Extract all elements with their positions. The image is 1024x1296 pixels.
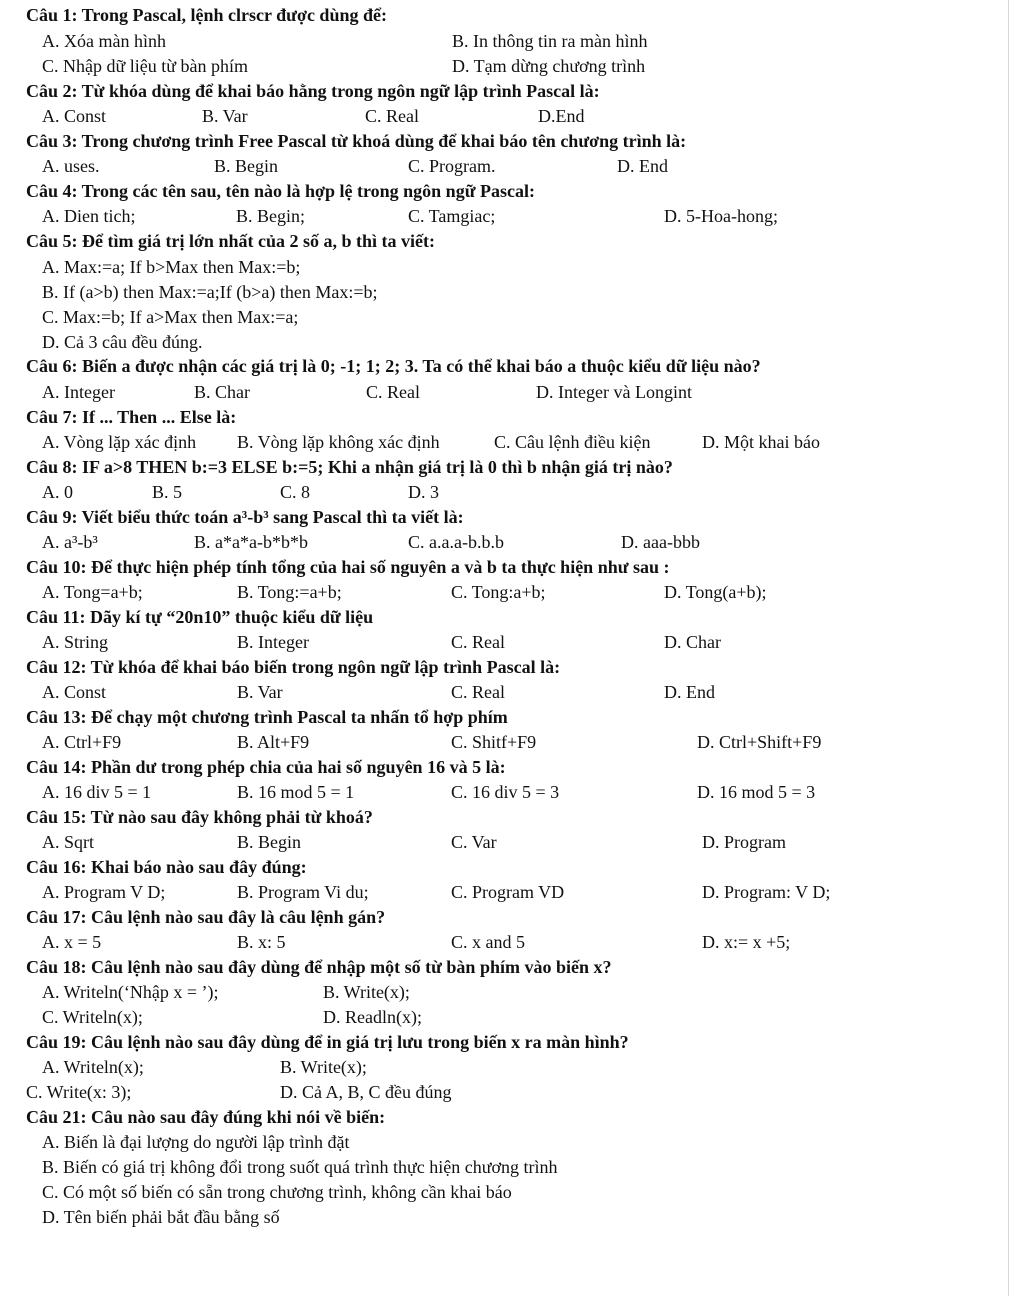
question-17-option-a: A. x = 5 (42, 932, 102, 952)
question-16-option-d: D. Program: V D; (702, 882, 831, 902)
question-16-option-c: C. Program VD (451, 882, 565, 902)
question-13-option-a: A. Ctrl+F9 (42, 732, 122, 752)
question-12-option-b: B. Var (237, 682, 283, 702)
question-4-option-a: A. Dien tich; (42, 206, 136, 226)
question-15-option-c: C. Var (451, 832, 497, 852)
question-1-option-d: D. Tạm dừng chương trình (452, 56, 646, 76)
question-9: Câu 9: Viết biểu thức toán a³-b³ sang Pascal thì ta viết là: (26, 507, 464, 527)
question-21-option-b: B. Biến có giá trị không đổi trong suốt quá trình thực hiện chương trình (42, 1157, 558, 1177)
question-13-option-c: C. Shitf+F9 (451, 732, 537, 752)
question-7-option-d: D. Một khai báo (702, 432, 820, 452)
question-13: Câu 13: Để chạy một chương trình Pascal ta nhấn tổ hợp phím (26, 707, 508, 727)
question-1-option-b: B. In thông tin ra màn hình (452, 31, 648, 51)
question-2-option-a: A. Const (42, 106, 107, 126)
question-1-option-c: C. Nhập dữ liệu từ bàn phím (42, 56, 248, 76)
question-16-option-b: B. Program Vi du; (237, 882, 369, 902)
question-10: Câu 10: Để thực hiện phép tính tổng của hai số nguyên a và b ta thực hiện như sau : (26, 557, 670, 577)
question-8-option-c: C. 8 (280, 482, 311, 502)
question-5-option-b: B. If (a>b) then Max:=a;If (b>a) then Max:=b; (42, 282, 378, 302)
question-11-option-b: B. Integer (237, 632, 309, 652)
page-edge-divider (1008, 0, 1009, 1296)
question-7: Câu 7: If ... Then ... Else là: (26, 407, 237, 427)
question-6-option-d: D. Integer và Longint (536, 382, 692, 402)
question-3: Câu 3: Trong chương trình Free Pascal từ khoá dùng để khai báo tên chương trình là: (26, 131, 687, 151)
question-18: Câu 18: Câu lệnh nào sau đây dùng để nhập một số từ bàn phím vào biến x? (26, 957, 612, 977)
question-14-option-b: B. 16 mod 5 = 1 (237, 782, 355, 802)
question-4-option-c: C. Tamgiac; (408, 206, 496, 226)
question-11-option-d: D. Char (664, 632, 721, 652)
question-19-option-d: D. Cả A, B, C đều đúng (280, 1082, 452, 1102)
question-2-option-c: C. Real (365, 106, 419, 126)
question-14-option-c: C. 16 div 5 = 3 (451, 782, 560, 802)
question-19-option-b: B. Write(x); (280, 1057, 367, 1077)
question-12: Câu 12: Từ khóa để khai báo biến trong ngôn ngữ lập trình Pascal là: (26, 657, 561, 677)
question-8-option-d: D. 3 (408, 482, 439, 502)
question-17-option-d: D. x:= x +5; (702, 932, 791, 952)
question-15-option-d: D. Program (702, 832, 786, 852)
question-11: Câu 11: Dãy kí tự “20n10” thuộc kiểu dữ liệu (26, 607, 374, 627)
question-12-option-c: C. Real (451, 682, 505, 702)
question-18-option-a: A. Writeln(‘Nhập x = ’); (42, 982, 219, 1002)
question-15: Câu 15: Từ nào sau đây không phải từ khoá? (26, 807, 373, 827)
question-19-option-c: C. Write(x: 3); (26, 1082, 132, 1102)
question-1-option-a: A. Xóa màn hình (42, 31, 166, 51)
question-17-option-c: C. x and 5 (451, 932, 525, 952)
question-8-option-a: A. 0 (42, 482, 73, 502)
question-15-option-a: A. Sqrt (42, 832, 95, 852)
question-5-option-d: D. Cả 3 câu đều đúng. (42, 332, 203, 352)
question-19: Câu 19: Câu lệnh nào sau đây dùng để in giá trị lưu trong biến x ra màn hình? (26, 1032, 629, 1052)
question-4-option-b: B. Begin; (236, 206, 306, 226)
question-2-option-b: B. Var (202, 106, 248, 126)
question-6-option-a: A. Integer (42, 382, 115, 402)
question-18-option-b: B. Write(x); (323, 982, 410, 1002)
question-6-option-b: B. Char (194, 382, 250, 402)
question-6: Câu 6: Biến a được nhận các giá trị là 0; -1; 1; 2; 3. Ta có thể khai báo a thuộc kiểu dữ liệu nào? (26, 356, 761, 376)
question-14-option-d: D. 16 mod 5 = 3 (697, 782, 816, 802)
question-8: Câu 8: IF a>8 THEN b:=3 ELSE b:=5; Khi a nhận giá trị là 0 thì b nhận giá trị nào? (26, 457, 673, 477)
question-13-option-d: D. Ctrl+Shift+F9 (697, 732, 822, 752)
question-17-option-b: B. x: 5 (237, 932, 286, 952)
question-10-option-c: C. Tong:a+b; (451, 582, 546, 602)
question-1: Câu 1: Trong Pascal, lệnh clrscr được dùng để: (26, 5, 387, 25)
question-21-option-c: C. Có một số biến có sẵn trong chương trình, không cần khai báo (42, 1182, 512, 1202)
question-12-option-a: A. Const (42, 682, 107, 702)
question-5: Câu 5: Để tìm giá trị lớn nhất của 2 số a, b thì ta viết: (26, 231, 435, 251)
question-2-option-d: D.End (538, 106, 585, 126)
question-21-option-d: D. Tên biến phải bắt đầu bằng số (42, 1207, 280, 1227)
question-2: Câu 2: Từ khóa dùng để khai báo hằng trong ngôn ngữ lập trình Pascal là: (26, 81, 600, 101)
question-6-option-c: C. Real (366, 382, 420, 402)
question-10-option-a: A. Tong=a+b; (42, 582, 143, 602)
question-11-option-a: A. String (42, 632, 109, 652)
question-16: Câu 16: Khai báo nào sau đây đúng: (26, 857, 307, 877)
question-19-option-a: A. Writeln(x); (42, 1057, 144, 1077)
question-5-option-c: C. Max:=b; If a>Max then Max:=a; (42, 307, 299, 327)
question-3-option-b: B. Begin (214, 156, 279, 176)
question-4-option-d: D. 5-Hoa-hong; (664, 206, 778, 226)
question-11-option-c: C. Real (451, 632, 505, 652)
question-3-option-c: C. Program. (408, 156, 496, 176)
question-3-option-a: A. uses. (42, 156, 100, 176)
question-10-option-b: B. Tong:=a+b; (237, 582, 342, 602)
question-14: Câu 14: Phần dư trong phép chia của hai số nguyên 16 và 5 là: (26, 757, 506, 777)
question-9-option-c: C. a.a.a-b.b.b (408, 532, 504, 552)
question-9-option-d: D. aaa-bbb (621, 532, 700, 552)
question-7-option-c: C. Câu lệnh điều kiện (494, 432, 651, 452)
question-7-option-b: B. Vòng lặp không xác định (237, 432, 440, 452)
question-14-option-a: A. 16 div 5 = 1 (42, 782, 152, 802)
question-13-option-b: B. Alt+F9 (237, 732, 310, 752)
question-21: Câu 21: Câu nào sau đây đúng khi nói về biến: (26, 1107, 386, 1127)
question-18-option-c: C. Writeln(x); (42, 1007, 143, 1027)
question-4: Câu 4: Trong các tên sau, tên nào là hợp lệ trong ngôn ngữ Pascal: (26, 181, 535, 201)
question-15-option-b: B. Begin (237, 832, 302, 852)
question-3-option-d: D. End (617, 156, 668, 176)
question-21-option-a: A. Biến là đại lượng do người lập trình đặt (42, 1132, 350, 1152)
question-9-option-a: A. a³-b³ (42, 532, 98, 552)
question-5-option-a: A. Max:=a; If b>Max then Max:=b; (42, 257, 301, 277)
question-18-option-d: D. Readln(x); (323, 1007, 422, 1027)
question-7-option-a: A. Vòng lặp xác định (42, 432, 197, 452)
question-17: Câu 17: Câu lệnh nào sau đây là câu lệnh gán? (26, 907, 386, 927)
question-12-option-d: D. End (664, 682, 715, 702)
question-8-option-b: B. 5 (152, 482, 183, 502)
question-9-option-b: B. a*a*a-b*b*b (194, 532, 308, 552)
question-10-option-d: D. Tong(a+b); (664, 582, 767, 602)
question-16-option-a: A. Program V D; (42, 882, 166, 902)
